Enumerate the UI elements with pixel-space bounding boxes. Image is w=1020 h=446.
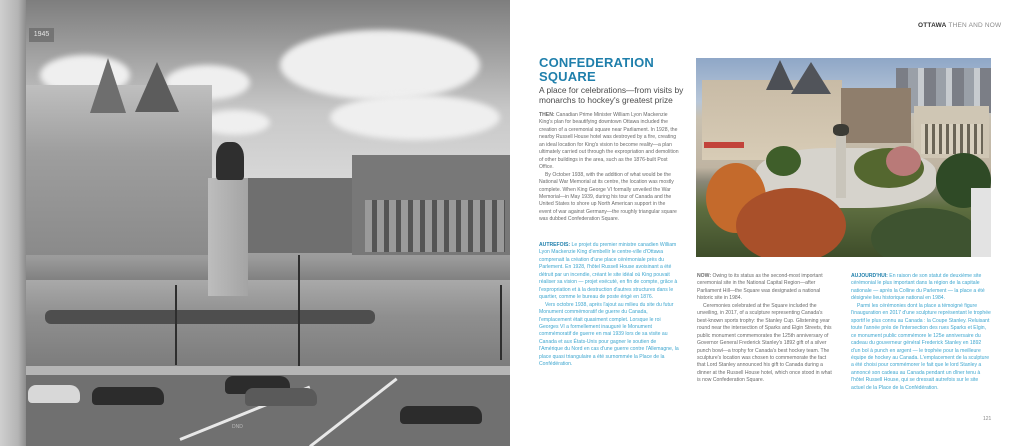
war-memorial-arch xyxy=(836,134,846,198)
photo-credit: DND xyxy=(232,424,243,430)
autumn-tree xyxy=(736,188,846,257)
office-building xyxy=(841,88,911,143)
square-plaza xyxy=(25,280,510,370)
red-awning xyxy=(704,142,744,148)
aujourdhui-paragraph-1: En raison de son statut de deuxième site cérémonial le plus important dans la région de la capitale nationale — après la Colline du Parlement — la place a été désignée lieu historique national en 1984. xyxy=(851,273,985,302)
hotel-turret xyxy=(766,60,794,90)
vintage-car xyxy=(28,385,80,403)
photo-year-label: 1945 xyxy=(29,28,54,42)
hotel-turret xyxy=(90,58,126,113)
war-memorial-statue xyxy=(833,124,849,136)
war-memorial-arch xyxy=(208,178,248,296)
building-pillar xyxy=(0,0,26,446)
lamp-post xyxy=(500,285,502,360)
vintage-car xyxy=(92,387,164,405)
page-number: 121 xyxy=(983,416,992,422)
tree xyxy=(766,146,801,176)
title-line-1: CONFEDERATION xyxy=(539,55,655,70)
building-edge xyxy=(971,188,991,257)
flowering-tree xyxy=(886,146,921,176)
now-french-text xyxy=(851,273,991,392)
then-paragraph-2: By October 1938, with the addition of what would be the National War Memorial at its centre, the location was mostly complete. When King George VI formally unveiled the War Memorial—in May 1939, during his tour of Canada and the United States to shore up North American support in the event of war against Germany—the roughly triangular square was dubbed Confederation Square. xyxy=(539,171,677,223)
vintage-car xyxy=(400,406,482,424)
article-title xyxy=(539,56,689,84)
building-columns xyxy=(921,124,983,154)
vintage-car xyxy=(245,388,317,406)
cloud xyxy=(280,30,480,100)
lamp-post xyxy=(175,285,177,365)
war-memorial-statue xyxy=(216,142,244,180)
running-head xyxy=(918,22,1001,29)
then-paragraph-1: Canadian Prime Minister William Lyon Mackenzie King's plan for beautifying downtown Ottawa included the creation of a ceremonial square near Parliament. In 1928, the nearby Russell House hotel was destroyed by a fire, creating an ideal location for King's vision to become reality—a plan ultimately carried out through the expropriation and demolition of other buildings in the area, such as the 1876-built Post Office. xyxy=(539,112,679,171)
then-english-text xyxy=(539,112,679,224)
tree xyxy=(871,208,981,257)
running-head-bold: OTTAWA xyxy=(918,22,947,29)
aujourdhui-paragraph-2: Parmi les cérémonies dont la place a témoigné figure l'inauguration en 2017 d'une sculpture représentant le trophée sportif le plus connu au Canada : la Coupe Stanley. Reluisant toute l'année près de l'intersection des rues Sparks et Elgin, ce monument public commémore le 125e anniversaire du cadeau du gouverneur général Frederick Stanley en 1892 d'un bol à punch en argent — le trophée pour la meilleure équipe de hockey au Canada. L'emplacement de la sculpture a été choisi pour commémorer le fait que le lord Stanley a annoncé son cadeau au Canada pendant un dîner tenu à l'hôtel Russell House, qui se dressait autrefois sur le site actuel de la Place de la Confédération. xyxy=(851,302,991,391)
now-lead: NOW: xyxy=(697,273,712,279)
autrefois-paragraph-2: Vers octobre 1938, après l'ajout au milieu du site du futur Monument commémoratif de guerre du Canada, l'emplacement était quasiment complet. Lorsque le roi Georges VI a formellement inauguré le Monument commémoratif de guerre en mai 1939 lors de sa visite au Canada et aux États-Unis pour gagner le soutien de l'Amérique du Nord en cas d'une guerre contre l'Allemagne, la place quasi triangulaire a été surnommée la Place de la Confédération. xyxy=(539,301,679,368)
then-french-text xyxy=(539,242,679,369)
now-paragraph-2: Ceremonies celebrated at the Square included the unveiling, in 2017, of a sculpture representing Canada's best-known sports trophy: the Stanley Cup. Glistening year round near the intersection of Sparks and Elgin Streets, this public monument commemorates the 125th anniversary of Governor General Frederick Stanley's 1892 gift of a silver punch bowl—a trophy for Canada's best hockey team. The sculpture's location was chosen to commemorate the fact that Lord Stanley announced his gift to Canada during a dinner at the Russell House hotel, which once stood in what is now Confederation Square. xyxy=(697,302,832,384)
cloud xyxy=(330,95,500,140)
then-lead: THEN: xyxy=(539,112,555,118)
hotel-turret xyxy=(791,62,831,94)
lamp-post xyxy=(298,255,300,380)
autrefois-paragraph-1: Le projet du premier ministre canadien William Lyon Mackenzie King d'embellir le centre-ville d'Ottawa comprenait la création d'une place cérémoniale près du Parlement. En 1928, l'hôtel Russell House avoisinant a été détruit par un incendie, créant le site idéal où King pouvait réaliser sa vision — projet exécuté, en fin de compte, grâce à l'expropriation et à la destruction d'autres structures dans le quartier, comme le bureau de poste érigé en 1876. xyxy=(539,242,678,301)
now-english-text xyxy=(697,273,833,385)
now-paragraph-1: Owing to its status as the second-most important ceremonial site in the National Capital Region—after Parliament Hill—the Square was designated a national historic site in 1984. xyxy=(697,273,823,302)
hedge xyxy=(45,310,375,324)
article-subtitle: A place for celebrations—from visits by monarchs to hockey's greatest prize xyxy=(539,85,684,106)
station-columns xyxy=(365,200,505,252)
hotel-turret xyxy=(135,62,179,112)
autrefois-lead: AUTREFOIS: xyxy=(539,242,571,248)
modern-photo xyxy=(696,58,991,257)
aujourdhui-lead: AUJOURD'HUI: xyxy=(851,273,888,279)
running-head-rest: THEN AND NOW xyxy=(948,22,1002,29)
title-line-2: SQUARE xyxy=(539,69,596,84)
